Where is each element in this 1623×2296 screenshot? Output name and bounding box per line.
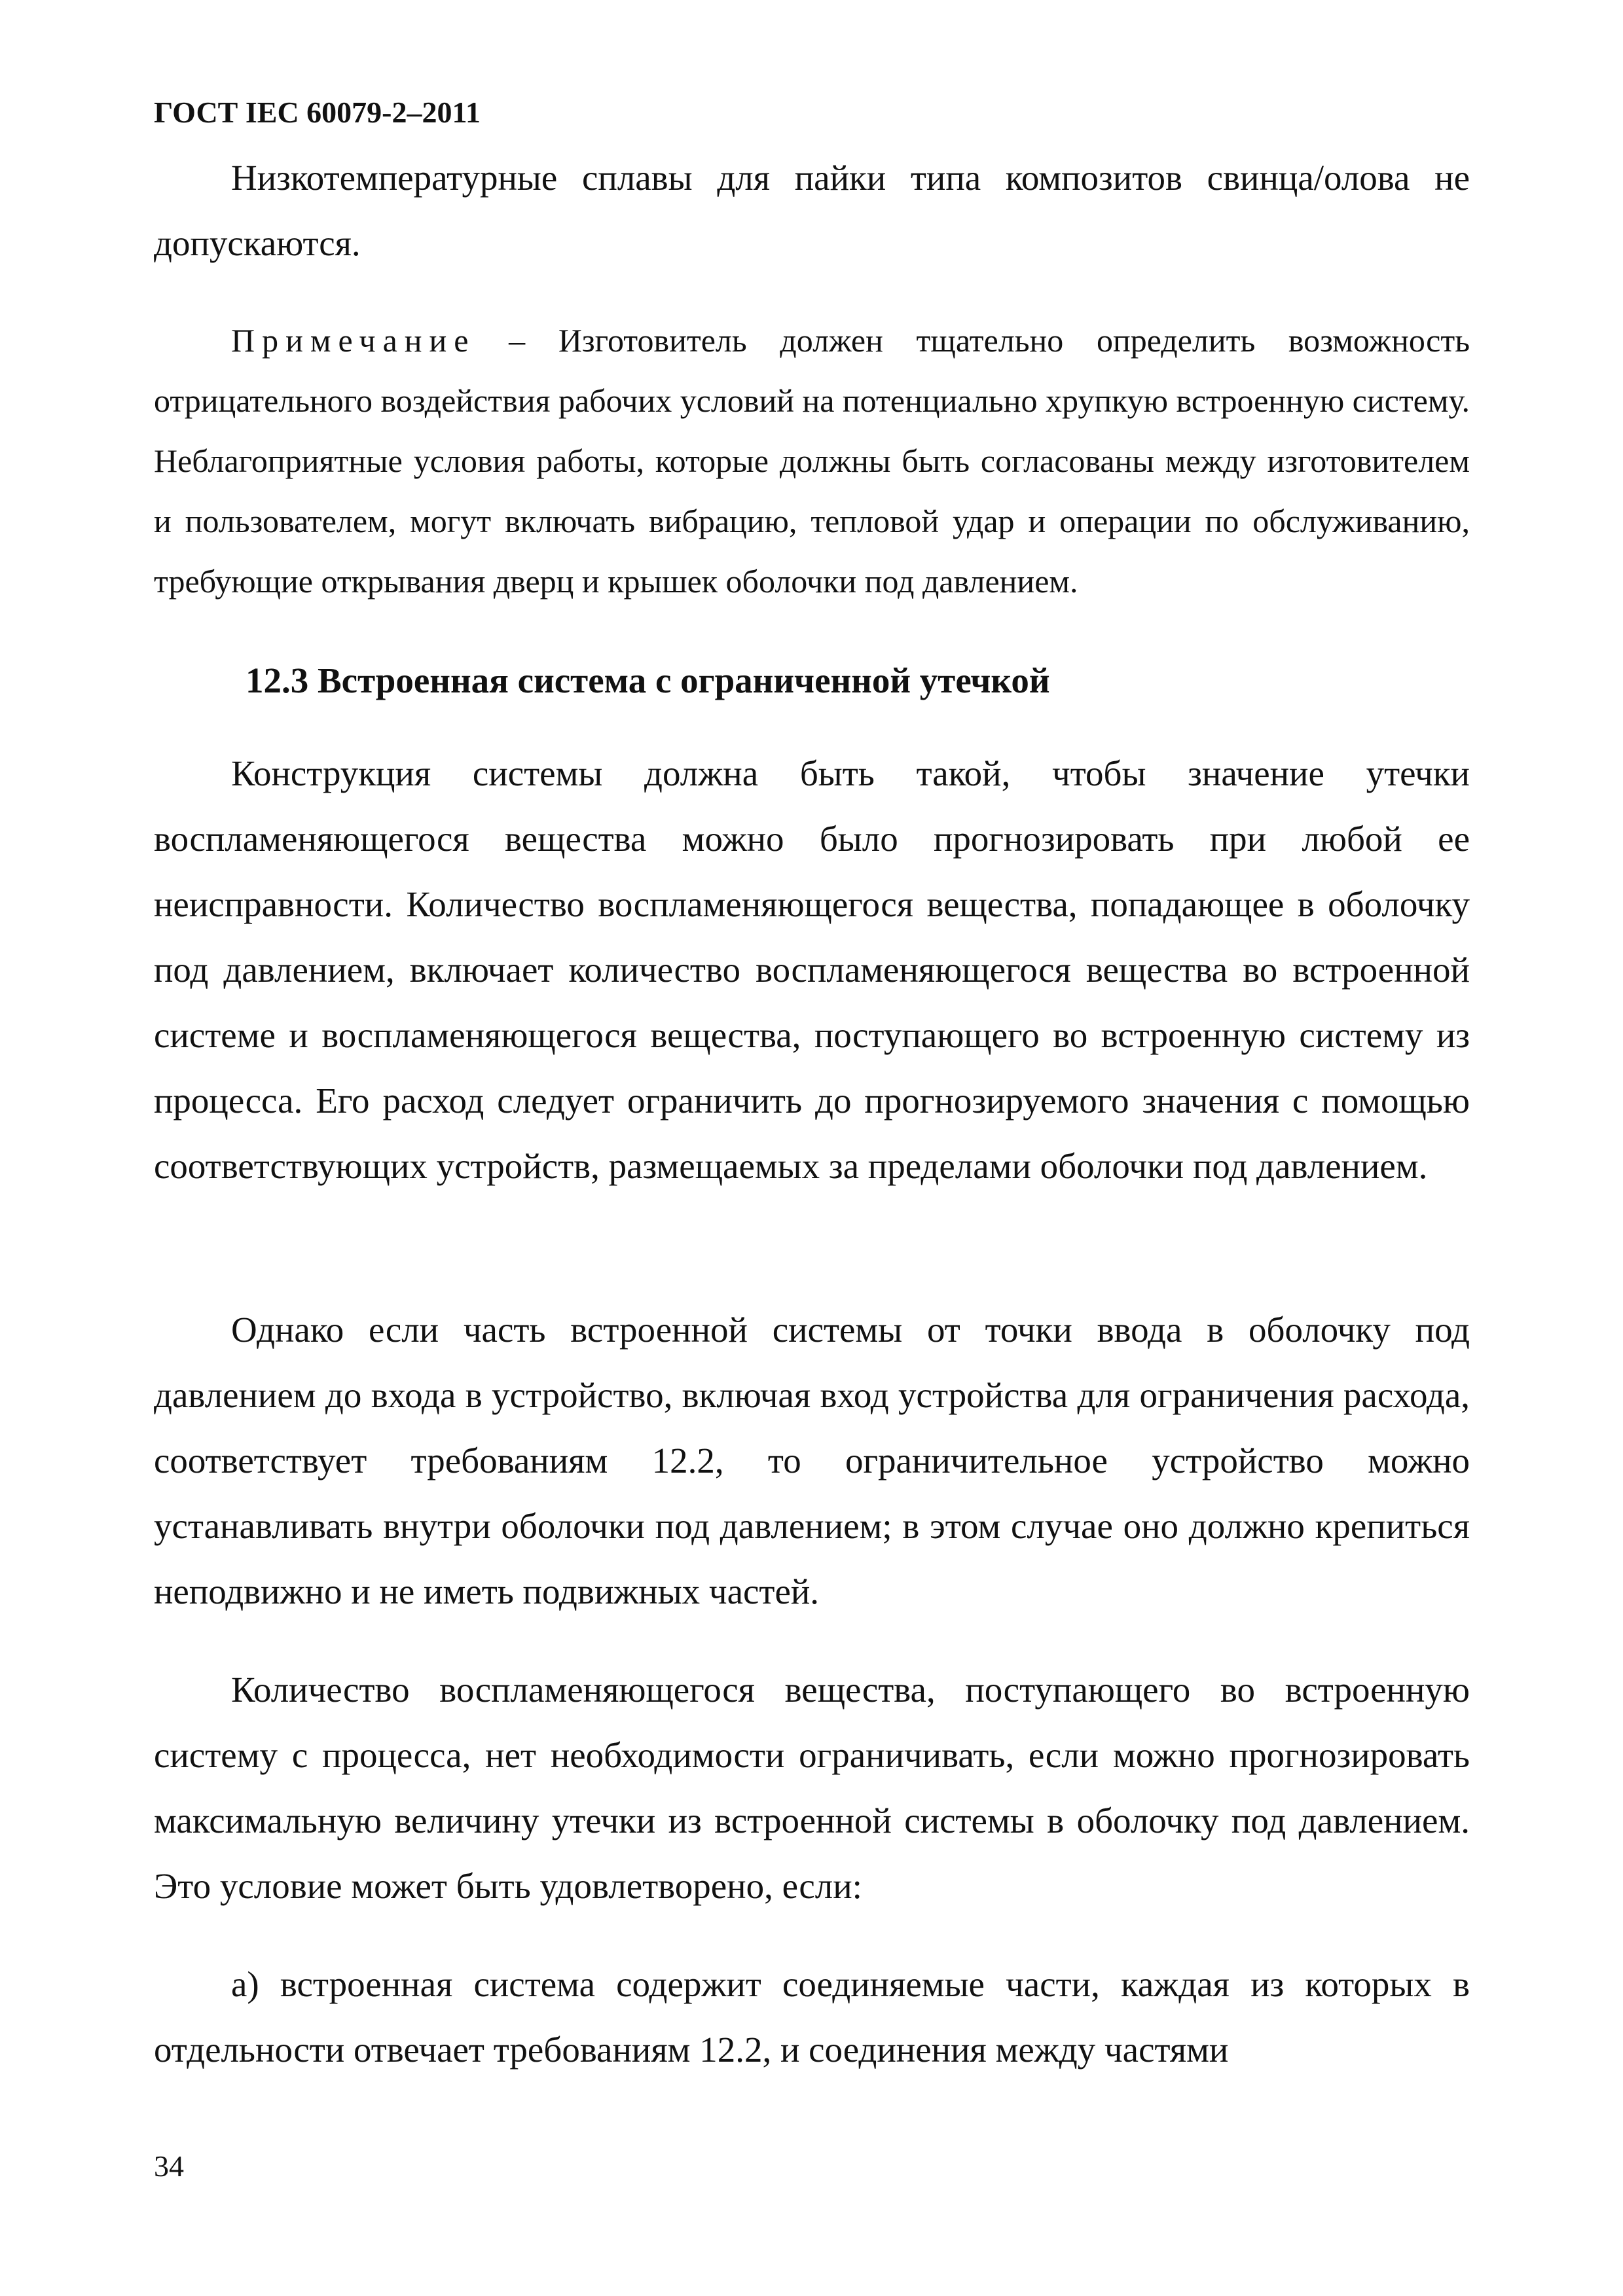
paragraph-system-design: Конструкция системы должна быть такой, чтобы значение утечки воспламеняющегося вещества можно было прогнозировать при любой ее неисправности. Количество воспламеняющегося вещества, попадающее в оболочку под давлением, включает количество воспламеняющегося вещества во встроенной системе и воспламеняющегося вещества, поступающего во встроенную систему из процесса. Его расход следует ограничить до прогнозируемого значения с помощью соответствующих устройств, размещаемых за пределами оболочки под давлением. bbox=[154, 753, 1470, 1186]
note-paragraph bbox=[154, 310, 1470, 611]
note-text: – Изготовитель должен тщательно определить возможность отрицательного воздействия рабочих условий на потенциально хрупкую встроенную систему. Неблагоприятные условия работы, которые должны быть согласованы между изготовителем и пользователем, могут включать вибрацию, тепловой удар и операции по обслуживанию, требующие открывания дверц и крышек оболочки под давлением. bbox=[154, 322, 1470, 600]
paragraph-restrictor-placement: Однако если часть встроенной системы от точки ввода в оболочку под давлением до входа в устройство, включая вход устройства для ограничения расхода, соответствует требованиям 12.2, то ограничительное устройство можно устанавливать внутри оболочки под давлением; в этом случае оно должно крепиться неподвижно и не иметь подвижных частей. bbox=[154, 1310, 1470, 1611]
paragraph-solder-alloys: Низкотемпературные сплавы для пайки типа композитов свинца/олова не допускаются. bbox=[154, 158, 1470, 263]
section-heading-12-3: 12.3 Встроенная система с ограниченной утечкой bbox=[246, 660, 1050, 700]
paragraph-leakage-prediction: Количество воспламеняющегося вещества, поступающего во встроенную систему с процесса, нет необходимости ограничивать, если можно прогнозировать максимальную величину утечки из встроенной системы в оболочку под давлением. Это условие может быть удовлетворено, если: bbox=[154, 1670, 1470, 1906]
list-item-a: а) встроенная система содержит соединяемые части, каждая из которых в отдельности отвечает требованиям 12.2, и соединения между частями bbox=[154, 1964, 1470, 2070]
document-header-code: ГОСТ IEC 60079-2–2011 bbox=[154, 96, 481, 129]
page-number: 34 bbox=[154, 2149, 184, 2183]
note-label: Примечание bbox=[231, 322, 476, 359]
